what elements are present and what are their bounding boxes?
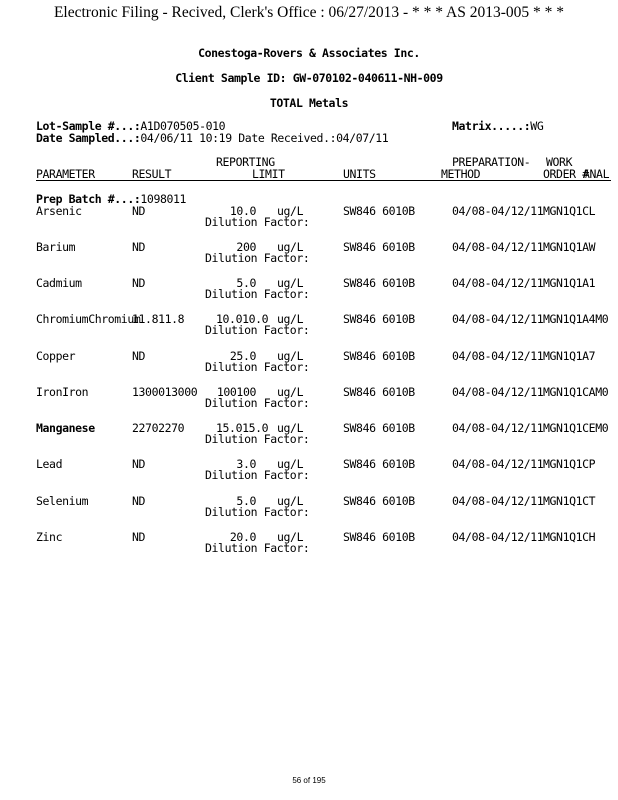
cell-units: ug/L: [277, 457, 304, 471]
cell-prep-dates: 04/08-04/12/11: [452, 421, 544, 435]
cell-units: ug/L: [277, 276, 304, 290]
table-row: [0, 240, 618, 270]
matrix-value: WG: [530, 119, 544, 133]
cell-result: 1300013000: [132, 385, 198, 399]
filing-banner: Electronic Filing - Recived, Clerk's Office : 06/27/2013 - * * * AS 2013-005 * * *: [53, 4, 565, 21]
lot-sample-value: A1D070505-010: [140, 119, 226, 133]
dilution-factor-label: Dilution Factor:: [205, 468, 310, 482]
table-row: [0, 276, 618, 306]
cell-limit: 25.0: [229, 349, 256, 363]
cell-prep-dates: 04/08-04/12/11: [452, 385, 544, 399]
prep-batch-label: Prep Batch #...:: [36, 192, 141, 206]
section-title: TOTAL Metals: [269, 96, 349, 110]
client-sample-label: Client Sample ID:: [175, 71, 287, 85]
cell-method: SW846 6010B: [343, 276, 415, 290]
cell-result: ND: [132, 204, 146, 218]
table-row: [0, 349, 618, 379]
cell-parameter: Lead: [36, 457, 63, 471]
cell-work-order: MGN1Q1CP: [543, 457, 596, 471]
cell-work-order: MGN1Q1A4M0: [543, 312, 609, 326]
lot-sample-label: Lot-Sample #...:: [36, 119, 141, 133]
dilution-factor-label: Dilution Factor:: [205, 505, 310, 519]
cell-method: SW846 6010B: [343, 530, 415, 544]
header-method: METHOD: [441, 167, 481, 181]
date-sampled-label: Date Sampled...:: [36, 131, 141, 145]
cell-units: ug/L: [277, 204, 304, 218]
cell-parameter: Barium: [36, 240, 76, 254]
cell-limit: 10.0: [229, 204, 256, 218]
cell-work-order: MGN1Q1CT: [543, 494, 596, 508]
date-sampled-value: 04/06/11 10:19: [140, 131, 232, 145]
cell-work-order: MGN1Q1CEM0: [543, 421, 609, 435]
date-line: [36, 131, 388, 145]
matrix-line: [452, 119, 543, 133]
cell-method: SW846 6010B: [343, 421, 415, 435]
cell-prep-dates: 04/08-04/12/11: [452, 276, 544, 290]
cell-parameter: Arsenic: [36, 204, 82, 218]
client-sample-line: [0, 71, 618, 85]
dilution-factor-label: Dilution Factor:: [205, 251, 310, 265]
cell-parameter: Cadmium: [36, 276, 82, 290]
client-sample-value: GW-070102-040611-NH-009: [292, 71, 443, 85]
cell-method: SW846 6010B: [343, 385, 415, 399]
cell-units: ug/L: [277, 530, 304, 544]
cell-prep-dates: 04/08-04/12/11: [452, 457, 544, 471]
cell-result: ND: [132, 494, 146, 508]
cell-limit: 3.0: [236, 457, 256, 471]
cell-method: SW846 6010B: [343, 349, 415, 363]
cell-limit: 10.010.0: [216, 312, 269, 326]
cell-units: ug/L: [277, 421, 304, 435]
cell-units: ug/L: [277, 385, 304, 399]
dilution-factor-label: Dilution Factor:: [205, 287, 310, 301]
cell-result: ND: [132, 457, 146, 471]
cell-method: SW846 6010B: [343, 312, 415, 326]
company-name: Conestoga-Rovers & Associates Inc.: [198, 46, 420, 60]
cell-units: ug/L: [277, 494, 304, 508]
dilution-factor-label: Dilution Factor:: [205, 323, 310, 337]
cell-result: ND: [132, 276, 146, 290]
cell-limit: 15.015.0: [216, 421, 269, 435]
cell-work-order: MGN1Q1CL: [543, 204, 596, 218]
cell-method: SW846 6010B: [343, 457, 415, 471]
header-parameter: PARAMETER: [36, 167, 95, 181]
cell-limit: 20.0: [229, 530, 256, 544]
prep-batch-value: 1098011: [140, 192, 187, 206]
dilution-factor-label: Dilution Factor:: [205, 215, 310, 229]
table-row: [0, 385, 618, 415]
cell-work-order: MGN1Q1CAM0: [543, 385, 609, 399]
cell-limit: 5.0: [236, 276, 256, 290]
table-row: [0, 457, 618, 487]
cell-method: SW846 6010B: [343, 204, 415, 218]
date-received-label: Date Received.:: [238, 131, 337, 145]
dilution-factor-label: Dilution Factor:: [205, 360, 310, 374]
header-result: RESULT: [132, 167, 172, 181]
table-row: [0, 204, 618, 234]
cell-work-order: MGN1Q1A7: [543, 349, 596, 363]
matrix-label: Matrix.....:: [452, 119, 531, 133]
table-row: [0, 312, 618, 342]
page-number: 56 of 195: [292, 776, 326, 785]
dilution-factor-label: Dilution Factor:: [205, 396, 310, 410]
date-received-value: 04/07/11: [336, 131, 389, 145]
cell-parameter: Copper: [36, 349, 76, 363]
cell-prep-dates: 04/08-04/12/11: [452, 312, 544, 326]
cell-result: 11.811.8: [132, 312, 185, 326]
cell-limit: 100100: [216, 385, 256, 399]
cell-limit: 200: [236, 240, 256, 254]
cell-parameter: Zinc: [36, 530, 63, 544]
cell-units: ug/L: [277, 349, 304, 363]
table-row: [0, 421, 618, 451]
cell-units: ug/L: [277, 240, 304, 254]
cell-prep-dates: 04/08-04/12/11: [452, 204, 544, 218]
cell-parameter: IronIron: [36, 385, 89, 399]
cell-units: ug/L: [277, 312, 304, 326]
header-work-order: ORDER #: [543, 167, 589, 181]
header-anal: ANAL: [583, 167, 610, 181]
header-reporting: REPORTING: [216, 155, 275, 169]
cell-result: ND: [132, 530, 146, 544]
cell-parameter: Selenium: [36, 494, 89, 508]
cell-parameter: ChromiumChromium: [36, 312, 141, 326]
header-rule: [36, 167, 611, 181]
header-preparation: PREPARATION-: [452, 155, 531, 169]
cell-work-order: MGN1Q1A1: [543, 276, 596, 290]
header-limit: LIMIT: [252, 167, 285, 181]
cell-method: SW846 6010B: [343, 494, 415, 508]
cell-work-order: MGN1Q1CH: [543, 530, 596, 544]
cell-method: SW846 6010B: [343, 240, 415, 254]
cell-prep-dates: 04/08-04/12/11: [452, 240, 544, 254]
cell-prep-dates: 04/08-04/12/11: [452, 349, 544, 363]
cell-result: 22702270: [132, 421, 185, 435]
dilution-factor-label: Dilution Factor:: [205, 432, 310, 446]
cell-limit: 5.0: [236, 494, 256, 508]
cell-prep-dates: 04/08-04/12/11: [452, 494, 544, 508]
cell-work-order: MGN1Q1AW: [543, 240, 596, 254]
header-work: WORK: [546, 155, 573, 169]
cell-parameter: Manganese: [36, 421, 95, 435]
cell-prep-dates: 04/08-04/12/11: [452, 530, 544, 544]
header-units: UNITS: [343, 167, 376, 181]
cell-result: ND: [132, 240, 146, 254]
dilution-factor-label: Dilution Factor:: [205, 541, 310, 555]
cell-result: ND: [132, 349, 146, 363]
table-row: [0, 530, 618, 560]
table-row: [0, 494, 618, 524]
